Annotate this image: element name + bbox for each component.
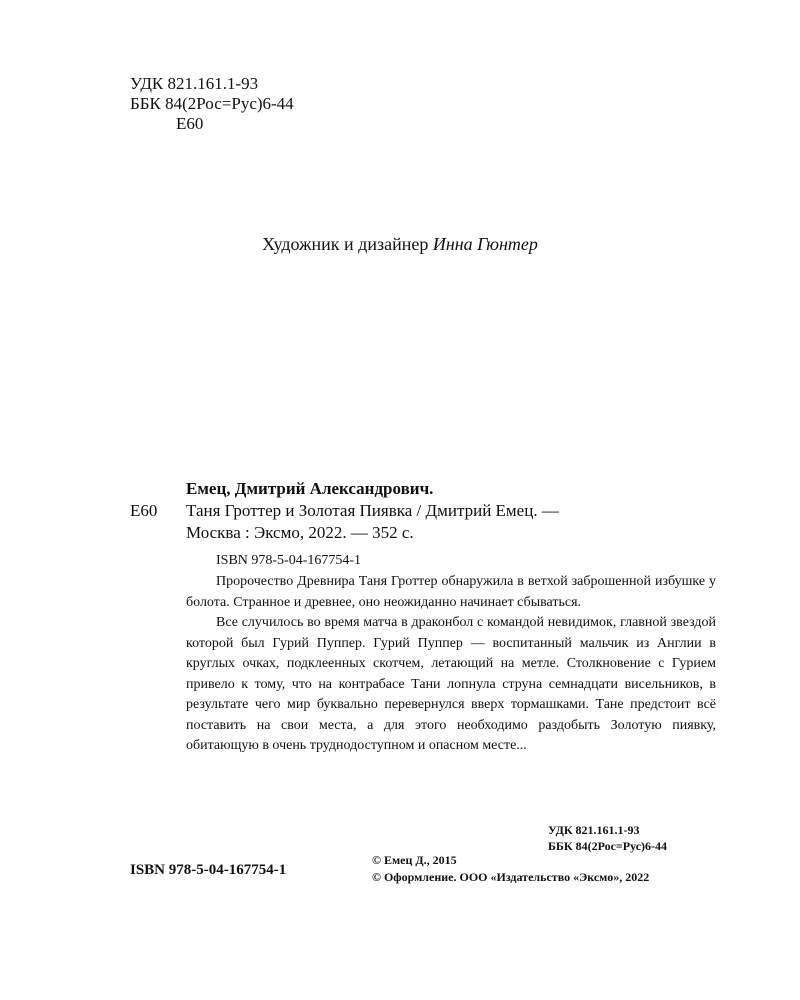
copyright-design: © Оформление. ООО «Издательство «Эксмо», 2022 <box>372 870 650 884</box>
catalog-entry <box>130 478 720 570</box>
entry-isbn: ISBN 978-5-04-167754-1 <box>216 553 362 568</box>
entry-row <box>130 500 720 544</box>
classification-block <box>130 74 294 134</box>
artist-role: Художник и дизайнер <box>262 234 429 254</box>
annotation <box>186 572 716 757</box>
annotation-paragraph-1: Пророчество Древнира Таня Гроттер обнаружила в ветхой заброшенной избушке у болота. Странное и древнее, оно неожиданно начинает сбываться. <box>186 574 716 610</box>
bottom-bbk-code: ББК 84(2Рос=Рус)6-44 <box>548 839 668 853</box>
udk-code: УДК 821.161.1-93 <box>130 74 259 93</box>
bottom-classification <box>548 822 667 854</box>
author-heading: Емец, Дмитрий Александрович. <box>186 479 434 498</box>
annotation-paragraph-2: Все случилось во время матча в драконбол с командой невидимок, главной звездой которой был Гурий Пуппер. Гурий Пуппер — воспитанный мальчик из Англии в круглых очках, подклеенных скотчем, летающий на метле. Столкновение с Гурием привело к тому, что на контрабасе Тани лопнула струна семнадцати висельников, в результате чего мир буквально перевернулся вверх тормашками. Тане предстоит всё поставить на свои места, а для этого необходимо раздобыть Золотую пиявку, обитающую в очень труднодоступном и опасном месте... <box>186 615 716 753</box>
entry-title <box>186 500 720 544</box>
isbn-bottom: ISBN 978-5-04-167754-1 <box>130 862 287 878</box>
bbk-code: ББК 84(2Рос=Рус)6-44 <box>130 94 294 113</box>
entry-code: Е60 <box>130 501 158 520</box>
copyright-block <box>372 852 649 886</box>
entry-title-line-1: Таня Гроттер и Золотая Пиявка / Дмитрий Емец. — <box>186 501 559 520</box>
entry-title-line-2: Москва : Эксмо, 2022. — 352 с. <box>186 523 414 542</box>
artist-credit <box>0 234 800 255</box>
copyright-author: © Емец Д., 2015 <box>372 853 457 867</box>
bottom-udk-code: УДК 821.161.1-93 <box>548 823 640 837</box>
author-sign: Е60 <box>176 114 204 133</box>
artist-name: Инна Гюнтер <box>432 234 538 254</box>
